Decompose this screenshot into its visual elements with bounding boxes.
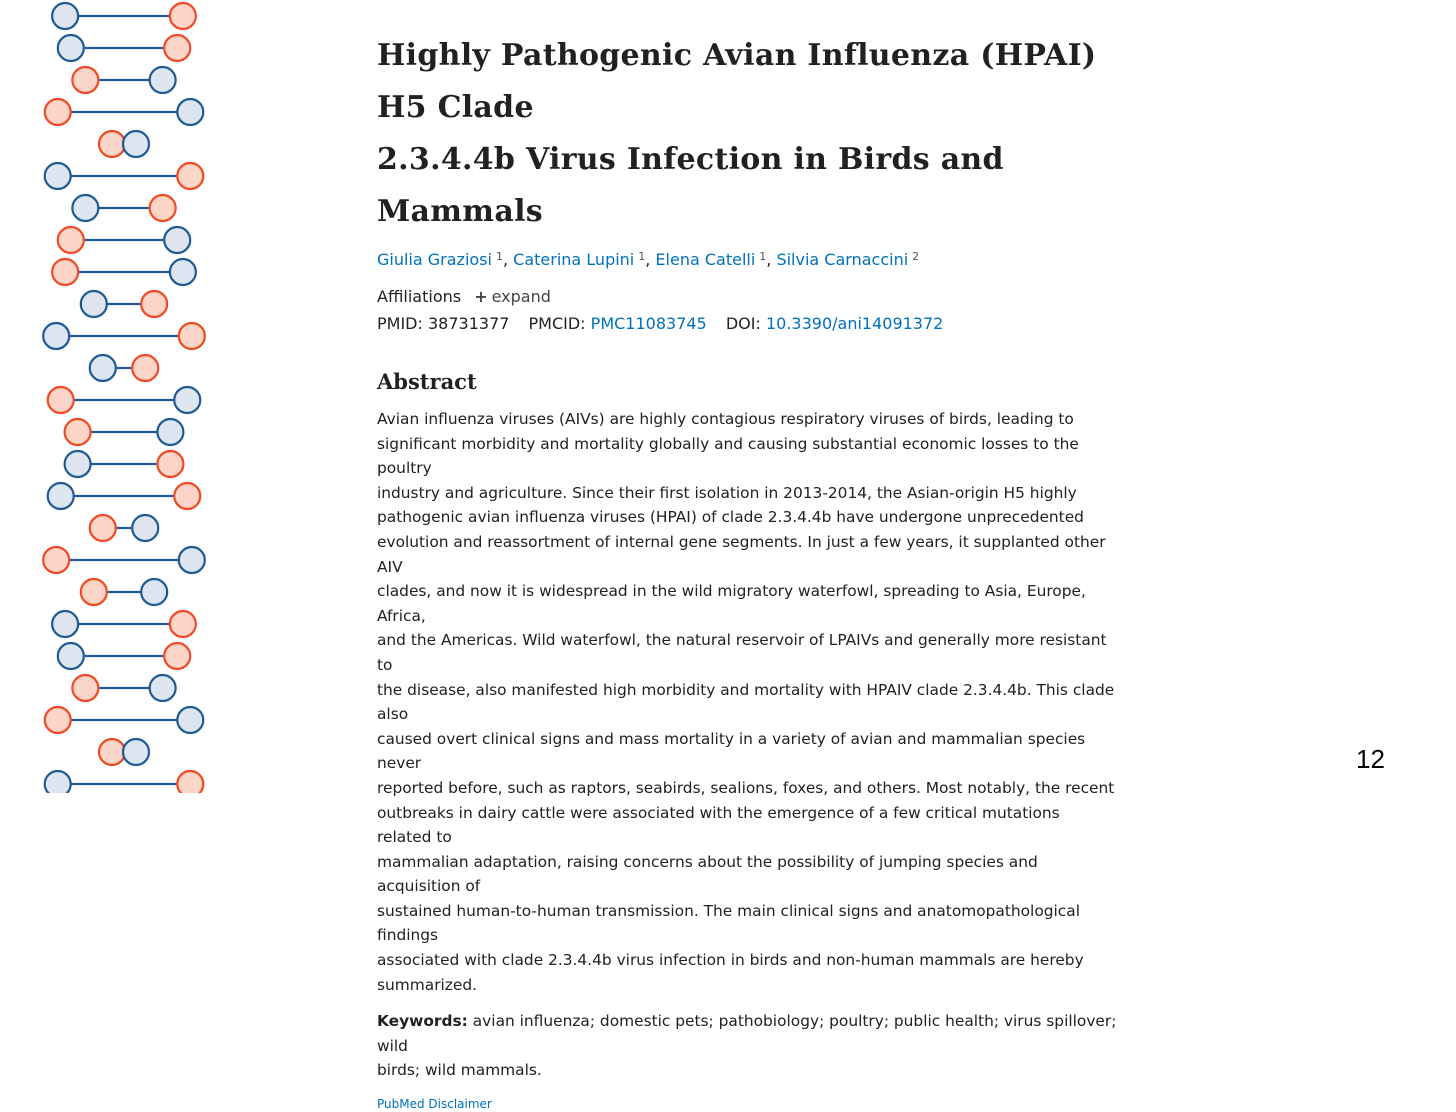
helix-node (164, 227, 190, 253)
helix-node (45, 707, 71, 733)
helix-node (123, 131, 149, 157)
helix-node (170, 3, 196, 29)
title-line-2: 2.3.4.4b Virus Infection in Birds and Mammals (377, 142, 1004, 229)
pubmed-disclaimer-link[interactable]: PubMed Disclaimer (377, 1097, 492, 1112)
pmid-value: 38731377 (427, 314, 510, 333)
helix-node (72, 675, 98, 701)
helix-node (141, 291, 167, 317)
helix-node (43, 547, 69, 573)
helix-node (179, 323, 205, 349)
doi-label: DOI: (725, 314, 761, 333)
abstract-line: and the Americas. Wild waterfowl, the natural reservoir of LPAIVs and generally more resistant to (377, 631, 1107, 674)
helix-node (157, 419, 183, 445)
abstract-line: mammalian adaptation, raising concerns about the possibility of jumping species and acquisition of (377, 852, 1038, 896)
abstract-line: pathogenic avian influenza viruses (HPAI) of clade 2.3.4.4b have undergone unprecedented (377, 508, 1084, 527)
helix-node (81, 291, 107, 317)
doi-link[interactable]: 10.3390/ani14091372 (765, 314, 944, 333)
article-title (377, 30, 1117, 238)
helix-node (164, 35, 190, 61)
affiliation-marker[interactable]: 1 (495, 250, 503, 263)
author-list: Giulia Graziosi $^1$, Caterina Lupini $^1$, Elena Catelli $^1$, Silvia Carnaccini $^2$ (377, 250, 920, 269)
abstract-line: industry and agriculture. Since their first isolation in 2013-2014, the Asian-origin H5 highly (377, 483, 1077, 502)
abstract-body (377, 407, 1117, 997)
helix-node (174, 387, 200, 413)
abstract-line: evolution and reassortment of internal gene segments. In just a few years, it supplanted other AIV (377, 532, 1106, 576)
pmcid-link[interactable]: PMC11083745 (590, 314, 707, 333)
helix-node (45, 163, 71, 189)
helix-node (177, 99, 203, 125)
helix-node (72, 195, 98, 221)
helix-node (157, 451, 183, 477)
abstract-line: the disease, also manifested high morbidity and mortality with HPAIV clade 2.3.4.4b. This clade also (377, 680, 1115, 724)
helix-node (52, 611, 78, 637)
helix-node (65, 451, 91, 477)
helix-node (58, 643, 84, 669)
affiliation-marker[interactable]: 2 (912, 250, 920, 263)
abstract-line: outbreaks in dairy cattle were associated with the emergence of a few critical mutations related to (377, 803, 1060, 847)
abstract-line: sustained human-to-human transmission. The main clinical signs and anatomopathological findings (377, 901, 1080, 945)
helix-node (150, 195, 176, 221)
helix-node (43, 323, 69, 349)
helix-node (177, 163, 203, 189)
helix-node (99, 131, 125, 157)
helix-node (58, 227, 84, 253)
helix-node (58, 35, 84, 61)
keywords-line-2: birds; wild mammals. (377, 1061, 542, 1080)
helix-node (164, 643, 190, 669)
title-line-1: Highly Pathogenic Avian Influenza (HPAI) H5 Clade (377, 38, 1097, 125)
helix-node (141, 579, 167, 605)
helix-node (132, 515, 158, 541)
affiliations-label: Affiliations (377, 287, 462, 306)
author-link[interactable]: Elena Catelli (655, 250, 756, 269)
abstract-line: significant morbidity and mortality globally and causing substantial economic losses to the poultry (377, 434, 1079, 478)
pmid-label: PMID: (377, 314, 423, 333)
article (377, 30, 1117, 1112)
author-link[interactable]: Caterina Lupini (513, 250, 635, 269)
helix-node (90, 355, 116, 381)
helix-node (123, 739, 149, 765)
helix-node (170, 259, 196, 285)
helix-node (132, 355, 158, 381)
helix-node (177, 707, 203, 733)
helix-node (72, 67, 98, 93)
helix-node (150, 675, 176, 701)
abstract-line: associated with clade 2.3.4.4b virus infection in birds and non-human mammals are hereby (377, 951, 1084, 970)
helix-node (90, 515, 116, 541)
helix-node (81, 579, 107, 605)
abstract-line: reported before, such as raptors, seabirds, sealions, foxes, and others. Most notably, the recent (377, 778, 1115, 797)
expand-label: expand (491, 287, 551, 306)
abstract-heading: Abstract (377, 369, 477, 394)
helix-node (179, 547, 205, 573)
helix-node (150, 67, 176, 93)
helix-node (174, 483, 200, 509)
helix-node (177, 771, 203, 793)
affiliation-marker[interactable]: 1 (638, 250, 646, 263)
dna-helix-decoration (0, 0, 230, 793)
helix-node (52, 3, 78, 29)
identifier-row (377, 314, 1117, 334)
affiliations-row (377, 287, 1117, 307)
helix-node (99, 739, 125, 765)
keywords-label: Keywords: (377, 1012, 468, 1031)
abstract-line: summarized. (377, 975, 478, 994)
helix-node (170, 611, 196, 637)
abstract-line: caused overt clinical signs and mass mortality in a variety of avian and mammalian species never (377, 729, 1086, 773)
abstract-line: Avian influenza viruses (AIVs) are highly contagious respiratory viruses of birds, leading to (377, 410, 1074, 428)
helix-node (48, 483, 74, 509)
abstract-line: clades, and now it is widespread in the wild migratory waterfowl, spreading to Asia, Europe, Africa, (377, 582, 1086, 625)
plus-icon: + (474, 287, 488, 306)
helix-node (45, 771, 71, 793)
author-link[interactable]: Giulia Graziosi (377, 250, 492, 269)
helix-node (52, 259, 78, 285)
page-number: 12 (1356, 744, 1385, 774)
affiliation-marker[interactable]: 1 (759, 250, 767, 263)
helix-node (45, 99, 71, 125)
keywords-line-1: avian influenza; domestic pets; pathobiology; poultry; public health; virus spillover; wild (377, 1012, 1117, 1055)
helix-node (65, 419, 91, 445)
pmcid-label: PMCID: (528, 314, 586, 333)
author-link[interactable]: Silvia Carnaccini (776, 250, 909, 269)
helix-node (48, 387, 74, 413)
disclaimer (377, 1096, 1117, 1112)
expand-affiliations-button[interactable] (474, 287, 551, 306)
keywords (377, 1009, 1117, 1083)
